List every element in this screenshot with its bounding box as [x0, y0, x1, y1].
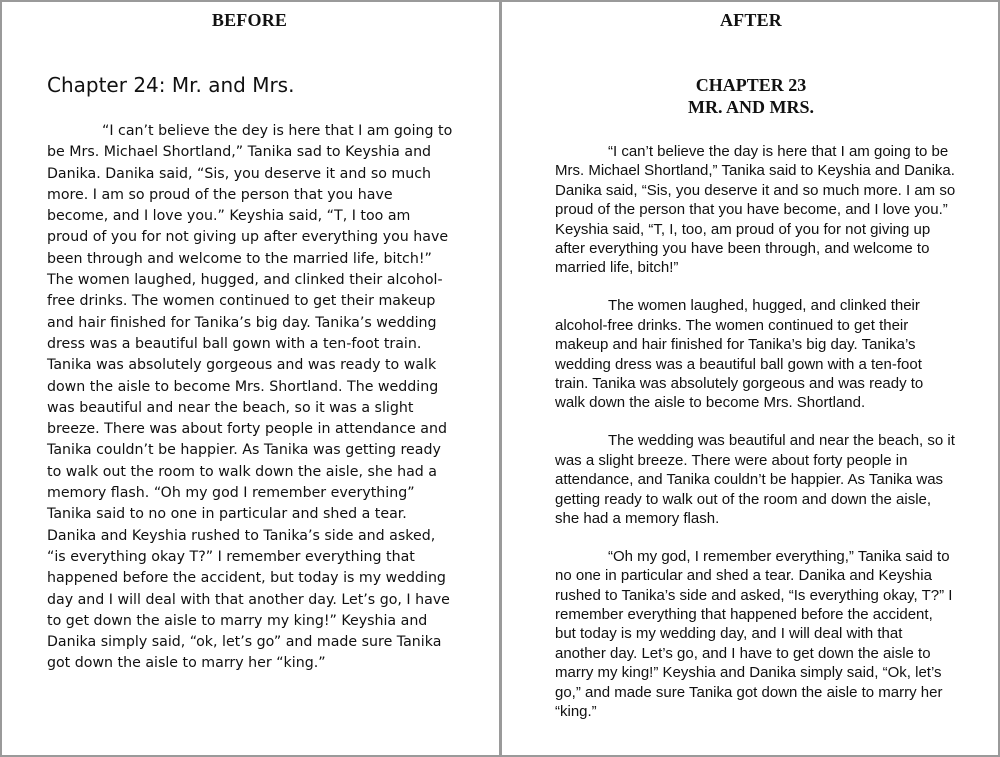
after-chapter-title: MR. AND MRS. [688, 97, 814, 117]
after-paragraph-3: The wedding was beautiful and near the beach, so it was a slight breeze. There were about forty people in attendance, and Tanika couldn’t be happier. As Tanika was getting ready to walk out of the room and down the aisle, she had a memory flash. [555, 432, 955, 527]
after-chapter-heading [502, 74, 1000, 118]
after-chapter-number: CHAPTER 23 [695, 75, 807, 95]
before-column-heading: BEFORE [211, 10, 288, 30]
before-chapter-title: Chapter 24: Mr. and Mrs. [47, 73, 295, 97]
after-paragraph-4: “Oh my god, I remember everything,” Tanika said to no one in particular and shed a tear. Danika and Keyshia rushed to Tanika’s side and asked, “Is everything okay, T?” I remember everything that happened before the accident, but today is my wedding day, and I will deal with that another day. Let’s go, and I have to get down the aisle to marry my king!” Keyshia and Danika simply said, “Ok, let’s go,” and made sure Tanika got down the aisle to marry her “king.” [555, 547, 953, 721]
before-body-paragraph: “I can’t believe the dey is here that I am going to be Mrs. Michael Shortland,” Tanika sad to Keyshia and Danika. Danika said, “Sis, you deserve it and so much more. I am so proud of the person that you have become, and I love you.” Keyshia said, “T, I too am proud of you for not giving up after everything you have been through and welcome to the married life, bitch!” The women laughed, hugged, and clinked their alcohol-free drinks. The women continued to get their makeup and hair finished for Tanika’s big day. Tanika’s wedding dress was a beautiful ball gown with a ten-foot train. Tanika was absolutely gorgeous and was ready to walk down the aisle to become Mrs. Shortland. The wedding was beautiful and near the beach, so it was a slight breeze. There was about forty people in attendance and Tanika couldn’t be happier. As Tanika was getting ready to walk out the room to walk down the aisle, she had a memory flash. “Oh my god I remember everything” Tanika said to no one in particular and shed a tear. Danika and Keyshia rushed to Tanika’s side and asked, “is everything okay T?” I remember everything that happened before the accident, but today is my wedding day and I will deal with that another day. Let’s go, I have to get down the aisle to marry my king!” Keyshia and Danika simply said, “ok, let’s go” and made sure Tanika got down the aisle to marry her “king.” [47, 123, 453, 672]
after-paragraph-1: “I can’t believe the day is here that I am going to be Mrs. Michael Shortland,” Tanika said to Keyshia and Danika. Danika said, “Sis, you deserve it and so much more. I am so proud of the person that you have become, and I love you.” Keyshia said, “T, I, too, am proud of you for not giving up after everything you have been through, and welcome to married life, bitch!” [555, 143, 956, 277]
after-paragraph-2: The women laughed, hugged, and clinked their alcohol-free drinks. The women continued to get their makeup and hair finished for Tanika’s big day. Tanika’s wedding dress was a beautiful ball gown with a ten-foot train. Tanika was absolutely gorgeous and was ready to walk down the aisle to become Mrs. Shortland. [555, 297, 924, 412]
after-column-heading: AFTER [719, 10, 782, 30]
after-body [555, 142, 957, 740]
